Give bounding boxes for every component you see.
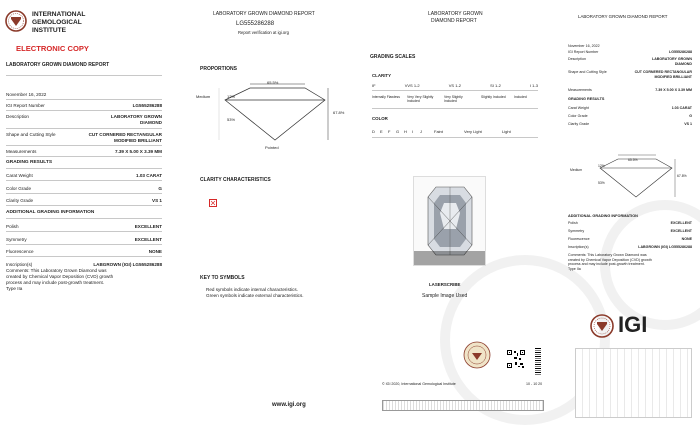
- right-pavilion-percent: 53%: [598, 181, 605, 185]
- qr-code[interactable]: [506, 349, 526, 369]
- right-number-row: IGI Report Number LG555286288: [568, 50, 692, 54]
- proportions-diagram: [215, 78, 335, 148]
- crown-percent: 12%: [227, 94, 236, 99]
- igi-emblem-icon: [590, 314, 614, 338]
- right-depth-percent: 67.8%: [677, 174, 687, 178]
- right-inscription-row: Inscription(s) LABGROWN (IGI) LG555286288: [568, 245, 692, 249]
- description-row: Description LABORATORY GROWN DIAMOND: [6, 114, 162, 125]
- girdle-label: Medium: [196, 94, 211, 99]
- grading-results-title: GRADING RESULTS: [6, 160, 53, 165]
- security-strip: [382, 400, 544, 411]
- symmetry-row: Symmetry EXCELLENT: [6, 237, 162, 242]
- fluorescence-row: Fluorescence NONE: [6, 249, 162, 254]
- clarity-scale-descriptions: Internally Flawless Very Very Slightly Included Very Slightly Included Slightly Included Included: [372, 95, 527, 103]
- footer-code: 10 - 10 20: [526, 382, 543, 386]
- color-scale-title: COLOR: [372, 116, 388, 121]
- comments-line-3: process and may include post-growth treatment.: [6, 280, 105, 285]
- right-measurements-row: Measurements 7.39 X 5.00 X 3.39 MM: [568, 88, 692, 92]
- right-symmetry-row: Symmetry EXCELLENT: [568, 229, 692, 233]
- key-to-symbols-title: KEY TO SYMBOLS: [200, 275, 245, 281]
- color-row: Color Grade G: [6, 186, 162, 191]
- clarity-marker-icon: [209, 199, 217, 207]
- depth-percent: 67.8%: [333, 110, 345, 115]
- right-fluorescence-row: Fluorescence NONE: [568, 237, 692, 241]
- barcode-vertical: [535, 348, 541, 376]
- measurements-row: Measurements 7.39 X 5.00 X 3.39 MM: [6, 149, 162, 154]
- report-number-row: IGI Report Number LG555286288: [6, 103, 162, 108]
- comments-line-4: Type IIa: [6, 286, 23, 291]
- website-link[interactable]: www.igi.org: [272, 402, 306, 408]
- right-report-date: November 16, 2022: [568, 44, 600, 48]
- right-additional-title: ADDITIONAL GRADING INFORMATION: [568, 214, 638, 218]
- report-date: November 16, 2022: [6, 92, 47, 97]
- right-color-row: Color Grade G: [568, 114, 692, 118]
- right-shape-row: Shape and Cutting Style CUT CORNERED RECTANGULAR MODIFIED BRILLIANT: [568, 70, 692, 79]
- igi-logo: [5, 10, 27, 32]
- shape-row: Shape and Cutting Style CUT CORNERED RECTANGULAR MODIFIED BRILLIANT: [6, 132, 162, 143]
- right-crown-percent: 12%: [598, 164, 605, 168]
- rotated-summary-block: [575, 348, 692, 418]
- color-scale: D E F G H I J Faint Very Light Light: [372, 129, 511, 134]
- clarity-scale-grades: IF VVS 1-2 VS 1-2 SI 1-2 I 1-3: [372, 83, 538, 88]
- key-green-line: Green symbols indicate external characteristics.: [206, 293, 304, 298]
- electronic-copy-label: ELECTRONIC COPY: [16, 44, 89, 53]
- key-red-line: Red symbols indicate internal characteristics.: [206, 287, 298, 292]
- comments-line-1: Comments: This Laboratory Grown Diamond was: [6, 268, 107, 273]
- center-report-number: LG555286288: [236, 21, 275, 27]
- comments-line-2: created by Chemical Vapor Deposition (CVD) growth: [6, 274, 114, 279]
- org-name-line1: INTERNATIONAL: [32, 11, 86, 18]
- laserscribe-caption: LASERSCRIBE: [429, 282, 461, 287]
- diamond-image: [413, 176, 486, 266]
- clarity-characteristics-title: CLARITY CHARACTERISTICS: [200, 177, 271, 183]
- right-title-line1: LABORATORY GROWN: [428, 11, 483, 17]
- right-comments: Comments: This Laboratory Grown Diamond was created by Chemical Vapor Deposition (CVD) growth process and may include post-growth treatment. Type IIa: [568, 253, 652, 271]
- igi-seal-icon: [463, 341, 491, 369]
- right-table-percent: 65.5%: [628, 158, 638, 162]
- org-name-line2: GEMOLOGICAL: [32, 19, 82, 26]
- right-grading-title: GRADING RESULTS: [568, 97, 605, 101]
- far-right-title: LABORATORY GROWN DIAMOND REPORT: [578, 14, 668, 19]
- right-polish-row: Polish EXCELLENT: [568, 221, 692, 225]
- additional-info-title: ADDITIONAL GRADING INFORMATION: [6, 210, 95, 215]
- clarity-scale-title: CLARITY: [372, 73, 392, 78]
- right-girdle-label: Medium: [570, 168, 583, 172]
- igi-logo-text: IGI: [618, 312, 648, 337]
- report-type-title: LABORATORY GROWN DIAMOND REPORT: [6, 62, 110, 68]
- table-percent: 65.5%: [267, 80, 279, 85]
- right-description-row: Description LABORATORY GROWN DIAMOND: [568, 57, 692, 66]
- grading-scales-title: GRADING SCALES: [370, 54, 416, 60]
- center-report-title: LABORATORY GROWN DIAMOND REPORT: [213, 11, 315, 17]
- right-clarity-row: Clarity Grade VS 1: [568, 122, 692, 126]
- pavilion-percent: 53%: [227, 117, 236, 122]
- clarity-row: Clarity Grade VS 1: [6, 198, 162, 203]
- copyright-text: © IGI 2020, International Gemological Institute: [382, 382, 456, 386]
- culet-label: Pointed: [265, 145, 279, 150]
- polish-row: Polish EXCELLENT: [6, 224, 162, 229]
- inscription-row: Inscription(s) LABGROWN (IGI) LG555286288: [6, 262, 162, 267]
- sample-image-caption: Sample Image Used: [422, 293, 468, 299]
- right-title-line2: DIAMOND REPORT: [431, 18, 477, 24]
- center-verify-text: Report verification at igi.org: [238, 30, 289, 35]
- right-carat-row: Carat Weight 1.03 CARAT: [568, 106, 692, 110]
- carat-row: Carat Weight 1.03 CARAT: [6, 173, 162, 178]
- org-name-line3: INSTITUTE: [32, 27, 67, 34]
- proportions-title: PROPORTIONS: [200, 66, 237, 72]
